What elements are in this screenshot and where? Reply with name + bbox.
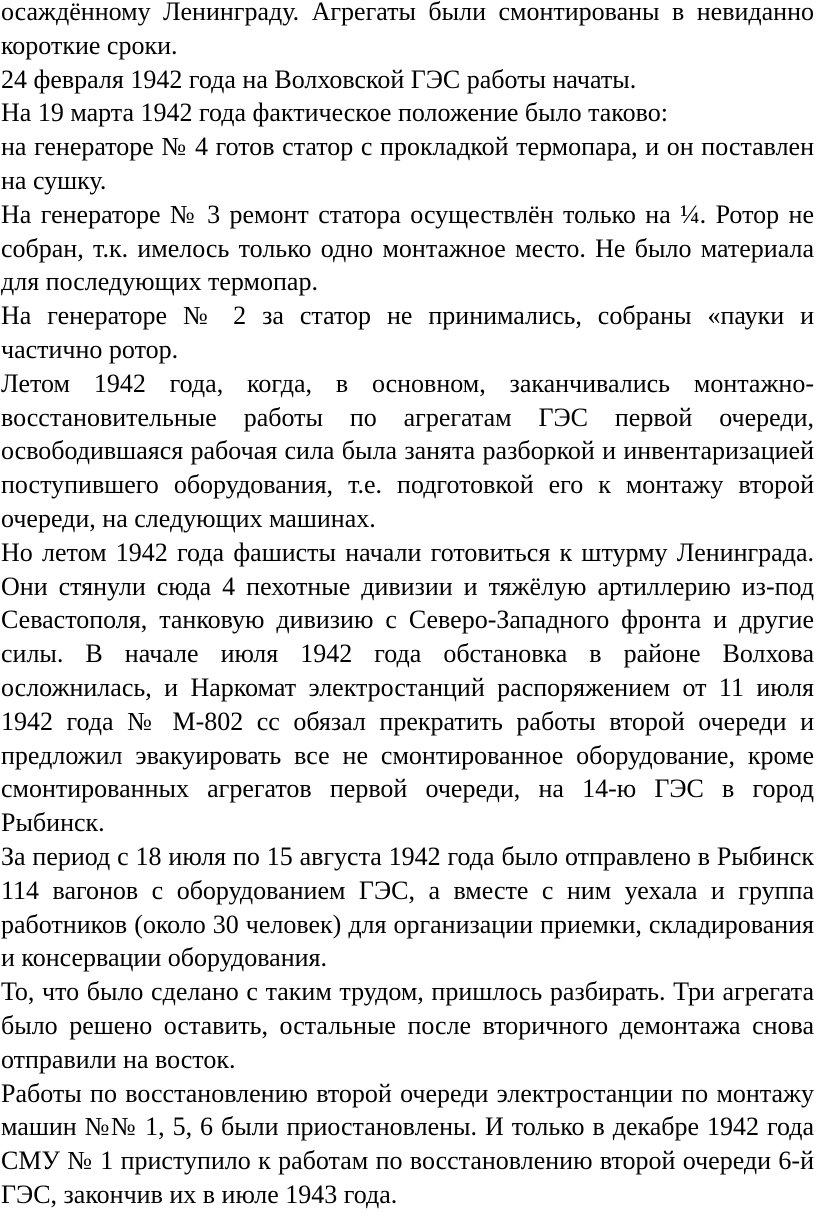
paragraph-8: Но летом 1942 года фашисты начали готовиться к штурму Ленинграда. Они стянули сюда 4 пехотные дивизии и тяжёлую артиллерию из-под Севастополя, танковую дивизию с Северо-Западного фронта и другие силы. В начале июля 1942 года обстановка в районе Волхова осложнилась, и Наркомат электростанций распоряжением от 11 июля 1942 года № М-802 сс обязал прекратить работы второй очереди и предложил эвакуировать все не смонтированное оборудование, кроме смонтированных агрегатов первой очереди, на 14-ю ГЭС в город Рыбинск. [1,537,814,838]
paragraph-10: То, что было сделано с таким трудом, пришлось разбирать. Три агрегата было решено оставить, остальные после вторичного демонтажа снова отправили на восток. [1,977,814,1074]
paragraph-3: На 19 марта 1942 года фактическое положение было таково: [1,98,668,128]
paragraph-9: За период с 18 июля по 15 августа 1942 года было отправлено в Рыбинск 114 вагонов с оборудованием ГЭС, а вместе с ним уехала и группа работников (около 30 человек) для организации приемки, складирования и консервации оборудования. [1,841,814,973]
paragraph-11: Работы по восстановлению второй очереди электростанции по монтажу машин №№ 1, 5, 6 были приостановлены. И только в декабре 1942 года СМУ № 1 приступило к работам по восстановлению второй очереди 6-й ГЭС, закончив их в июле 1943 года. [1,1078,814,1209]
paragraph-5: На генераторе № 3 ремонт статора осуществлён только на ¼. Ротор не собран, т.к. имелось только одно монтажное место. Не было материала для последующих термопар. [1,199,814,297]
paragraph-7: Летом 1942 года, когда, в основном, заканчивались монтажно-восстановительные работы по агрегатам ГЭС первой очереди, освободившаяся рабочая сила была занята разборкой и инвентаризацией поступившего оборудования, т.е. подготовкой его к монтажу второй очереди, на следующих машинах. [1,368,814,533]
paragraph-1: осаждённому Ленинграду. Агрегаты были смонтированы в невиданно короткие сроки. [1,0,814,60]
paragraph-6: На генераторе № 2 за статор не принимались, собраны «пауки и частично ротор. [1,301,814,364]
paragraph-2: 24 февраля 1942 года на Волховской ГЭС работы начаты. [1,64,637,94]
paragraph-4: на генераторе № 4 готов статор с прокладкой термопара, и он поставлен на сушку. [1,132,814,195]
